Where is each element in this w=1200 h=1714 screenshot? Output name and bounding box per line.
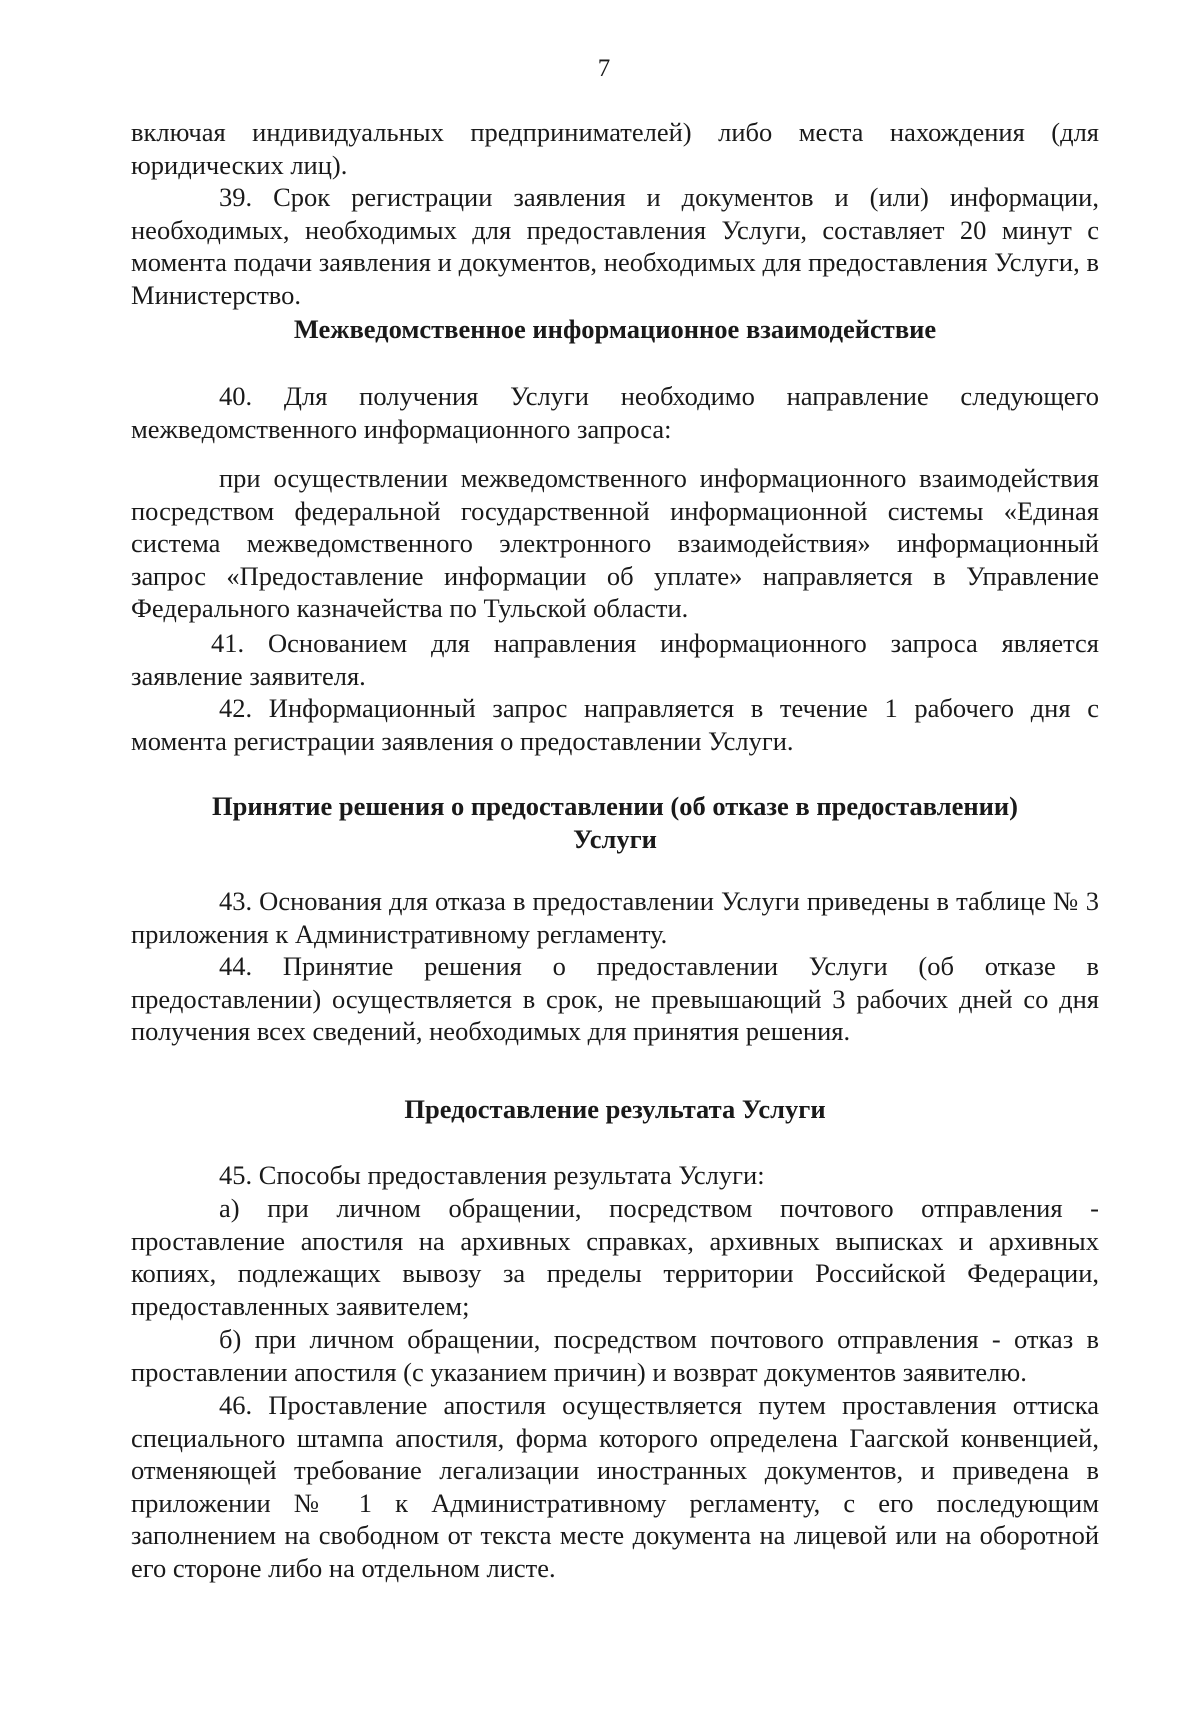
paragraph-42 (131, 692, 1099, 757)
paragraph-45-a (131, 1192, 1099, 1322)
paragraph-text: а) при личном обращении, посредством почтового отправления - проставление апостиля на архивных справках, архивных выписках и архивных копиях, подлежащих вывозу за пределы территории Российской Федерации, предоставленных заявителем; (131, 1193, 1099, 1321)
section-heading-line-1: Принятие решения о предоставлении (об отказе в предоставлении) (212, 791, 1018, 821)
paragraph-45-b (131, 1323, 1099, 1388)
paragraph-text: 41. Основанием для направления информационного запроса является заявление заявителя. (131, 628, 1099, 691)
paragraph-text: б) при личном обращении, посредством почтового отправления - отказ в проставлении апостиля (с указанием причин) и возврат документов заявителю. (131, 1324, 1099, 1387)
section-heading-decision (131, 790, 1099, 855)
paragraph-44 (131, 950, 1099, 1048)
paragraph-41 (131, 627, 1099, 692)
section-heading-line-2: Услуги (573, 823, 657, 854)
paragraph-39 (131, 181, 1099, 311)
paragraph-text: 42. Информационный запрос направляется в течение 1 рабочего дня с момента регистрации заявления о предоставлении Услуги. (131, 693, 1099, 756)
paragraph-40 (131, 380, 1099, 445)
paragraph-text: при осуществлении межведомственного информационного взаимодействия посредством федеральной государственной информационной системы «Единая система межведомственного электронного взаимодействия» информационный запрос «Предоставление информации об уплате» направляется в Управление Федерального казначейства по Тульской области. (131, 463, 1099, 624)
paragraph-40-detail (131, 462, 1099, 625)
paragraph-text: 43. Основания для отказа в предоставлении Услуги приведены в таблице № 3 приложения к Административному регламенту. (131, 886, 1099, 949)
paragraph-45 (131, 1159, 1099, 1192)
section-heading: Предоставление результата Услуги (404, 1094, 826, 1124)
paragraph-text: 39. Срок регистрации заявления и документов и (или) информации, необходимых, необходимых для предоставления Услуги, составляет 20 минут с момента подачи заявления и документов, необходимых для предоставления Услуги, в Министерство. (131, 182, 1099, 310)
paragraph-text: 40. Для получения Услуги необходимо направление следующего межведомственного информационного запроса: (131, 381, 1099, 444)
paragraph-text: 46. Проставление апостиля осуществляется путем проставления оттиска специального штампа апостиля, форма которого определена Гаагской конвенцией, отменяющей требование легализации иностранных документов, и приведена в приложении № 1 к Административному регламенту, с его последующим заполнением на свободном от текста месте документа на лицевой или на оборотной его стороне либо на отдельном листе. (131, 1390, 1099, 1583)
section-heading-interagency (131, 313, 1099, 346)
paragraph-text: 44. Принятие решения о предоставлении Услуги (об отказе в предоставлении) осуществляется в срок, не превышающий 3 рабочих дней со дня получения всех сведений, необходимых для принятия решения. (131, 951, 1099, 1047)
paragraph-continued (131, 116, 1099, 181)
section-heading-result (131, 1093, 1099, 1126)
paragraph-text: 45. Способы предоставления результата Услуги: (219, 1160, 765, 1190)
page-number: 7 (597, 55, 611, 82)
section-heading: Межведомственное информационное взаимодействие (293, 314, 937, 344)
paragraph-46 (131, 1389, 1099, 1585)
paragraph-text: включая индивидуальных предпринимателей) либо места нахождения (для юридических лиц). (131, 117, 1099, 180)
paragraph-43 (131, 885, 1099, 950)
